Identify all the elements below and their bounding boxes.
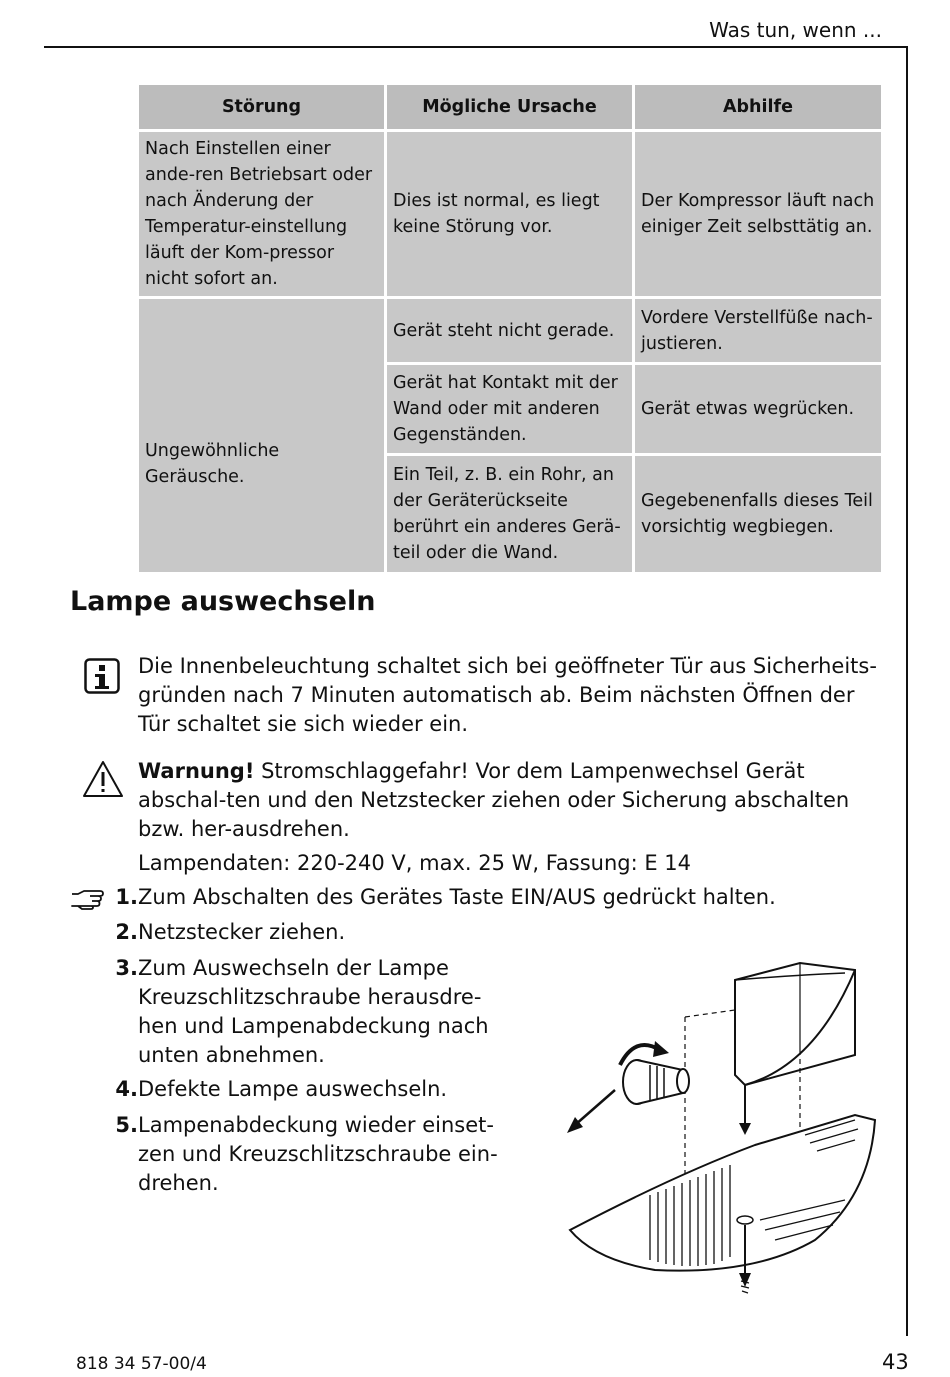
info-text: Die Innenbeleuchtung schaltet sich bei geöffneter Tür aus Sicherheits-gründen nach 7 Minuten automatisch ab. Beim nächsten Öffnen der Tür schaltet sie sich wieder ein.	[138, 654, 877, 736]
cell-ursache: Ein Teil, z. B. ein Rohr, an der Geräterückseite berührt ein anderes Gerä-teil oder die Wand.	[387, 456, 632, 572]
cell-abhilfe: Vordere Verstellfüße nach-justieren.	[635, 299, 881, 362]
cell-stoerung: Ungewöhnliche Geräusche.	[139, 299, 384, 572]
cell-ursache: Dies ist normal, es liegt keine Störung vor.	[387, 132, 632, 296]
lamp-housing	[735, 963, 855, 1085]
footer-page-number: 43	[882, 1350, 909, 1374]
step-number: 2.	[115, 920, 138, 944]
step-text: Netzstecker ziehen.	[138, 920, 346, 944]
list-item	[105, 1075, 448, 1104]
list-item	[105, 1111, 498, 1195]
step-number: 1.	[115, 885, 138, 909]
cell-abhilfe: Gerät etwas wegrücken.	[635, 365, 881, 453]
cell-abhilfe: Der Kompressor läuft nach einiger Zeit selbsttätig an.	[635, 132, 881, 296]
section-title: Lampe auswechseln	[70, 586, 376, 617]
warning-text: Stromschlaggefahr! Vor dem Lampenwechsel Gerät abschal-ten und den Netzstecker ziehen oder Sicherung abschalten bzw. her-ausdrehen.	[138, 759, 850, 841]
list-item	[105, 883, 776, 912]
step-number: 3.	[115, 956, 138, 980]
table-row	[139, 132, 881, 296]
col-header-stoerung: Störung	[139, 85, 384, 129]
list-item	[105, 918, 346, 947]
lamp-data: Lampendaten: 220-240 V, max. 25 W, Fassung: E 14	[138, 851, 692, 875]
running-head: Was tun, wenn ...	[709, 18, 882, 42]
cell-stoerung: Nach Einstellen einer ande-ren Betriebsart oder nach Änderung der Temperatur-einstellung läuft der Kom-pressor nicht sofort an.	[139, 132, 384, 296]
step-text: Lampenabdeckung wieder einset-zen und Kreuzschlitzschraube ein-drehen.	[138, 1113, 498, 1195]
warning-label: Warnung!	[138, 759, 255, 783]
list-item	[105, 954, 489, 1067]
warning-triangle-icon	[82, 760, 124, 798]
lamp-bulb	[623, 1060, 689, 1104]
header-rule	[44, 46, 908, 48]
step-text: Defekte Lampe auswechseln.	[138, 1077, 448, 1101]
step-number: 5.	[115, 1113, 138, 1137]
table-header-row	[139, 85, 881, 129]
info-icon	[84, 658, 120, 694]
table-row	[139, 299, 881, 362]
step-text: Zum Abschalten des Gerätes Taste EIN/AUS gedrückt halten.	[138, 885, 776, 909]
cell-ursache: Gerät hat Kontakt mit der Wand oder mit anderen Gegenständen.	[387, 365, 632, 453]
footer-doc-number: 818 34 57-00/4	[76, 1354, 207, 1374]
cell-ursache: Gerät steht nicht gerade.	[387, 299, 632, 362]
step-number: 4.	[115, 1077, 138, 1101]
warning-paragraph	[138, 757, 878, 844]
troubleshooting-table	[136, 82, 884, 575]
col-header-ursache: Mögliche Ursache	[387, 85, 632, 129]
step-text: Zum Auswechseln der Lampe Kreuzschlitzschraube herausdre-hen und Lampenabdeckung nach unten abnehmen.	[138, 956, 489, 1067]
lamp-cover-illustration	[555, 955, 900, 1305]
cell-abhilfe: Gegebenenfalls dieses Teil vorsichtig wegbiegen.	[635, 456, 881, 572]
margin-rule	[906, 46, 908, 1336]
col-header-abhilfe: Abhilfe	[635, 85, 881, 129]
pointing-hand-icon	[70, 888, 104, 910]
